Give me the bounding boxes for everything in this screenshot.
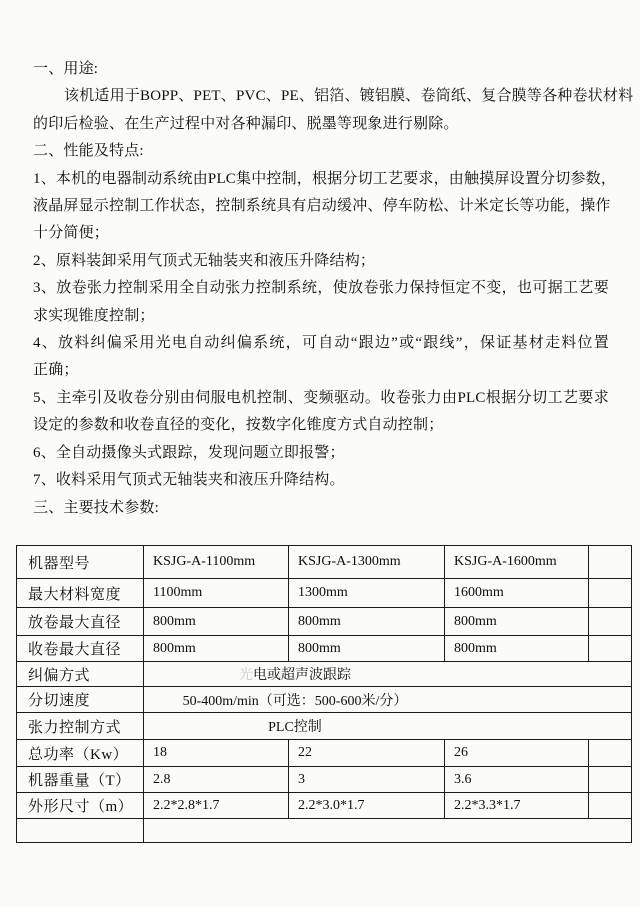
row-label: 纠偏方式 (17, 662, 144, 687)
table-row-slitting-speed (17, 687, 632, 713)
table-cell: 800mm (144, 608, 289, 636)
document-body (33, 56, 634, 522)
body-line: 7、收料采用气顶式无轴装夹和液压升降结构。 (33, 472, 345, 489)
table-cell: 2.8 (144, 767, 289, 793)
table-cell-merged (144, 662, 632, 687)
table-row-machine-weight (17, 767, 632, 793)
table-row-empty (17, 819, 632, 843)
body-line: 设定的参数和收卷直径的变化，按数字化锥度方式自动控制； (33, 417, 444, 434)
table-cell-empty (589, 546, 632, 579)
section-heading-specs: 三、主要技术参数: (33, 499, 159, 516)
row-label: 机器型号 (17, 546, 144, 579)
table-row-model (17, 546, 632, 579)
table-cell-empty (589, 608, 632, 636)
row-label-empty (17, 819, 144, 843)
table-cell: 1600mm (445, 579, 589, 608)
row-label: 张力控制方式 (17, 713, 144, 740)
table-cell: 2.2*2.8*1.7 (144, 793, 289, 819)
table-row-tension-control (17, 713, 632, 740)
row-label: 最大材料宽度 (17, 579, 144, 608)
table-cell: KSJG-A-1100mm (144, 546, 289, 579)
table-cell-empty (589, 767, 632, 793)
table-cell: 800mm (144, 636, 289, 662)
table-cell: KSJG-A-1600mm (445, 546, 589, 579)
table-cell: 2.2*3.0*1.7 (289, 793, 445, 819)
table-cell: 18 (144, 740, 289, 767)
table-cell: 3.6 (445, 767, 589, 793)
table-cell: 26 (445, 740, 589, 767)
row-label: 收卷最大直径 (17, 636, 144, 662)
body-line: 2、原料装卸采用气顶式无轴装夹和液压升降结构； (33, 252, 376, 269)
row-label: 放卷最大直径 (17, 608, 144, 636)
table-cell: 1100mm (144, 579, 289, 608)
body-line: 的印后检验、在生产过程中对各种漏印、脱墨等现象进行剔除。 (33, 115, 459, 132)
table-cell: 800mm (289, 636, 445, 662)
row-label: 外形尺寸（m） (17, 793, 144, 819)
table-cell: 2.2*3.3*1.7 (445, 793, 589, 819)
table-cell: 800mm (445, 608, 589, 636)
table-cell-merged (144, 713, 632, 740)
merged-value-text: PLC控制 (268, 720, 322, 735)
table-cell-empty (589, 793, 632, 819)
body-line: 正确； (33, 362, 79, 379)
body-line: 5、主牵引及收卷分别由伺服电机控制、变频驱动。收卷张力由PLC根据分切工艺要求 (33, 389, 609, 406)
row-label: 机器重量（T） (17, 767, 144, 793)
spec-table (16, 545, 632, 843)
body-line: 该机适用于BOPP、PET、PVC、PE、铝箔、镀铝膜、卷筒纸、复合膜等各种卷状材料 (64, 88, 634, 105)
table-row-total-power (17, 740, 632, 767)
body-line: 1、本机的电器制动系统由PLC集中控制，根据分切工艺要求，由触摸屏设置分切参数， (33, 170, 617, 187)
body-line: 液晶屏显示控制工作状态，控制系统具有启动缓冲、停车防松、计米定长等功能，操作 (33, 198, 611, 215)
body-line: 求实现锥度控制； (33, 307, 155, 324)
table-cell: 22 (289, 740, 445, 767)
row-label: 总功率（Kw） (17, 740, 144, 767)
table-cell-merged (144, 687, 632, 713)
table-cell: 1300mm (289, 579, 445, 608)
table-row-correction-method (17, 662, 632, 687)
table-cell-merged-empty (144, 819, 632, 843)
table-cell-empty (589, 579, 632, 608)
section-heading-features: 二、性能及特点: (33, 143, 144, 160)
table-row-rewind-diameter (17, 636, 632, 662)
section-heading-usage: 一、用途: (33, 61, 99, 77)
row-label: 分切速度 (17, 687, 144, 713)
table-cell: 3 (289, 767, 445, 793)
merged-value-text: 电或超声波跟踪 (252, 668, 351, 683)
body-line: 4、放料纠偏采用光电自动纠偏系统，可自动“跟边”或“跟线”，保证基材走料位置 (33, 335, 609, 352)
table-row-max-width (17, 579, 632, 608)
body-line: 6、全自动摄像头式跟踪，发现问题立即报警； (33, 444, 345, 461)
table-row-unwind-diameter (17, 608, 632, 636)
table-cell-empty (589, 740, 632, 767)
body-line: 十分简便； (33, 225, 110, 242)
table-cell: KSJG-A-1300mm (289, 546, 445, 579)
table-cell: 800mm (445, 636, 589, 662)
faded-character: 光 (238, 668, 253, 683)
table-cell: 800mm (289, 608, 445, 636)
table-cell-empty (589, 636, 632, 662)
merged-value-text: 50-400m/min（可选：500-600米/分） (182, 693, 408, 709)
body-line: 3、放卷张力控制采用全自动张力控制系统，使放卷张力保持恒定不变，也可据工艺要 (33, 280, 609, 297)
table-row-dimensions (17, 793, 632, 819)
